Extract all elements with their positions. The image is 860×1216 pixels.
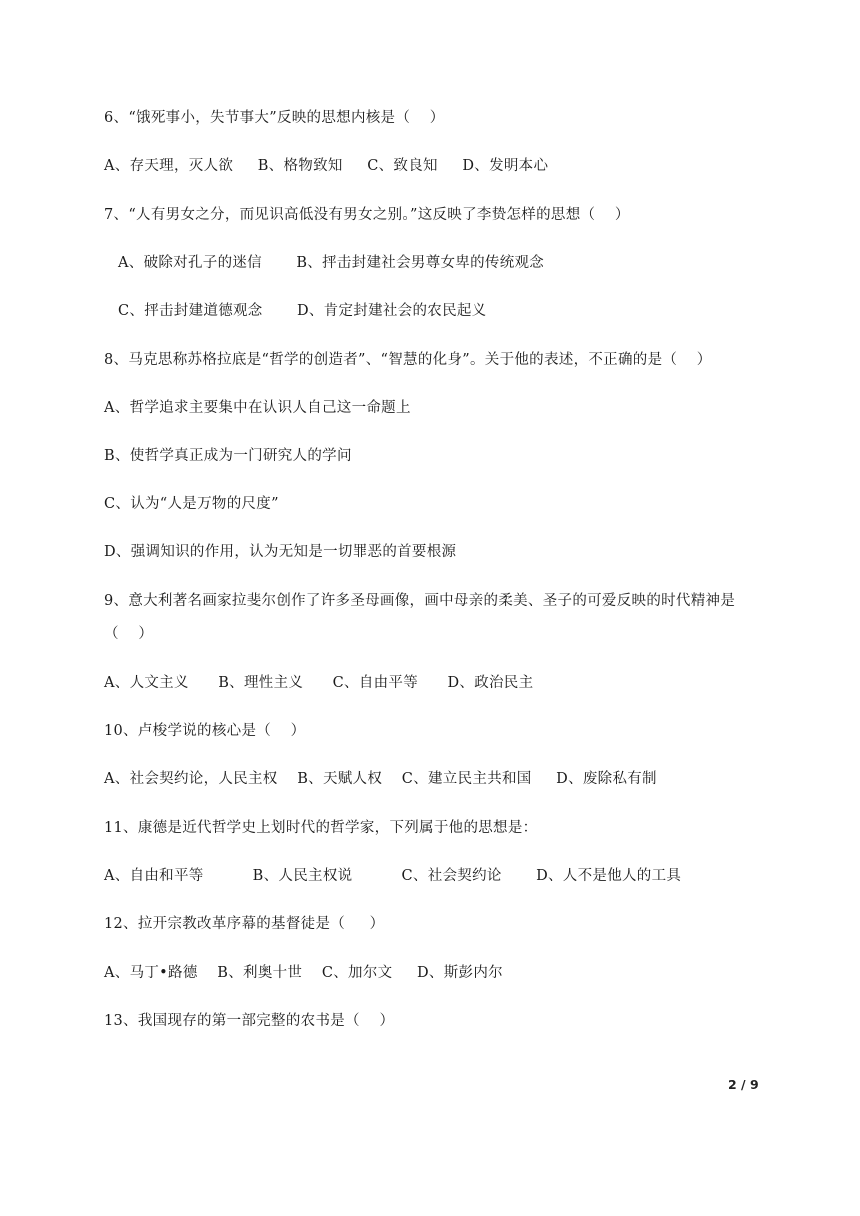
question-8-option-d: D、强调知识的作用，认为无知是一切罪恶的首要根源	[104, 544, 457, 560]
question-12-stem: 12、拉开宗教改革序幕的基督徒是（ ）	[104, 916, 385, 932]
question-8-option-a: A、哲学追求主要集中在认识人自己这一命题上	[104, 400, 411, 416]
question-7-options-line2: C、抨击封建道德观念 D、肯定封建社会的农民起义	[118, 303, 487, 319]
question-12-options: A、马丁•路德 B、利奥十世 C、加尔文 D、斯彭内尔	[104, 965, 503, 981]
question-8-stem: 8、马克思称苏格拉底是“哲学的创造者”、“智慧的化身”。关于他的表述，不正确的是（ ）	[104, 352, 712, 368]
question-7-stem: 7、“人有男女之分，而见识高低没有男女之别。”这反映了李贽怎样的思想（ ）	[104, 207, 630, 223]
question-11-options: A、自由和平等 B、人民主权说 C、社会契约论 D、人不是他人的工具	[104, 868, 682, 884]
page-number: 2 / 9	[728, 1077, 759, 1092]
question-7-options-line1: A、破除对孔子的迷信 B、抨击封建社会男尊女卑的传统观念	[118, 255, 545, 271]
question-8-option-b: B、使哲学真正成为一门研究人的学问	[104, 448, 352, 464]
question-11-stem: 11、康德是近代哲学史上划时代的哲学家，下列属于他的思想是：	[104, 820, 538, 836]
question-6-stem: 6、“饿死事小，失节事大”反映的思想内核是（ ）	[104, 110, 445, 126]
question-9-options: A、人文主义 B、理性主义 C、自由平等 D、政治民主	[104, 675, 534, 691]
question-10-stem: 10、卢梭学说的核心是（ ）	[104, 723, 306, 739]
question-9-stem-line2: （ ）	[104, 626, 154, 642]
question-6-options: A、存天理，灭人欲 B、格物致知 C、致良知 D、发明本心	[104, 158, 549, 174]
question-13-stem: 13、我国现存的第一部完整的农书是（ ）	[104, 1013, 395, 1029]
question-10-options: A、社会契约论，人民主权 B、天赋人权 C、建立民主共和国 D、废除私有制	[104, 771, 657, 787]
question-9-stem-line1: 9、意大利著名画家拉斐尔创作了许多圣母画像，画中母亲的柔美、圣子的可爱反映的时代精神是	[104, 593, 736, 609]
question-8-option-c: C、认为“人是万物的尺度”	[104, 496, 279, 512]
